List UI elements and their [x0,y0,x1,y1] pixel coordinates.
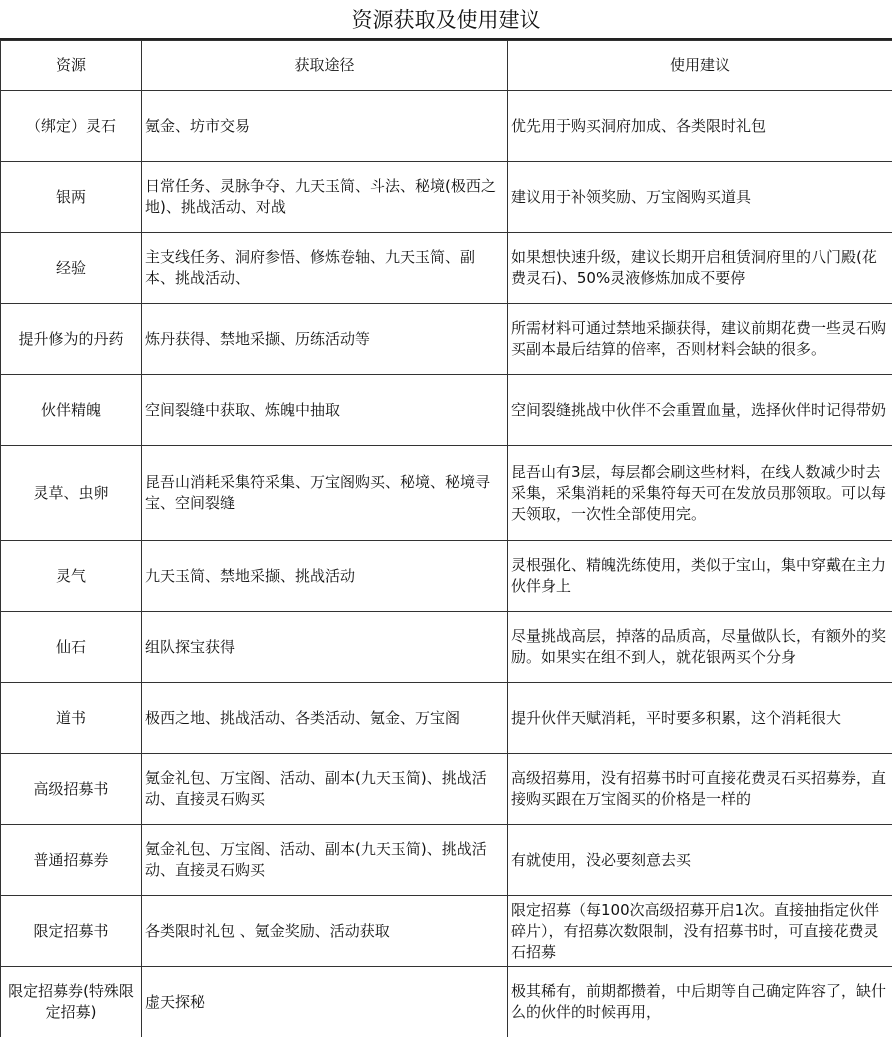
obtain-cell: 氪金礼包、万宝阁、活动、副本(九天玉简)、挑战活动、直接灵石购买 [142,754,508,825]
resource-cell: 提升修为的丹药 [1,304,142,375]
resource-cell: 灵草、虫卵 [1,446,142,541]
resource-cell: 道书 [1,683,142,754]
resource-cell: （绑定）灵石 [1,91,142,162]
advice-cell: 有就使用，没必要刻意去买 [508,825,892,896]
header-advice: 使用建议 [508,41,892,91]
obtain-cell: 氪金礼包、万宝阁、活动、副本(九天玉简)、挑战活动、直接灵石购买 [142,825,508,896]
resource-cell: 仙石 [1,612,142,683]
advice-cell: 尽量挑战高层，掉落的品质高，尽量做队长，有额外的奖励。如果实在组不到人，就花银两买个分身 [508,612,892,683]
advice-cell: 提升伙伴天赋消耗，平时要多积累，这个消耗很大 [508,683,892,754]
resource-cell: 限定招募书 [1,896,142,967]
page-title: 资源获取及使用建议 [0,0,892,40]
obtain-cell: 虚天探秘 [142,967,508,1038]
table-row [1,683,892,754]
resource-cell: 限定招募券(特殊限定招募) [1,967,142,1038]
advice-cell: 极其稀有，前期都攒着，中后期等自己确定阵容了，缺什么的伙伴的时候再用， [508,967,892,1038]
obtain-cell: 空间裂缝中获取、炼魄中抽取 [142,375,508,446]
obtain-cell: 组队探宝获得 [142,612,508,683]
resource-cell: 经验 [1,233,142,304]
table-row [1,375,892,446]
header-resource: 资源 [1,41,142,91]
obtain-cell: 日常任务、灵脉争夺、九天玉简、斗法、秘境(极西之地)、挑战活动、对战 [142,162,508,233]
table-row [1,967,892,1038]
table-row [1,162,892,233]
table-row [1,825,892,896]
table-row [1,541,892,612]
header-obtain: 获取途径 [142,41,508,91]
obtain-cell: 昆吾山消耗采集符采集、万宝阁购买、秘境、秘境寻宝、空间裂缝 [142,446,508,541]
advice-cell: 建议用于补领奖励、万宝阁购买道具 [508,162,892,233]
table-row [1,612,892,683]
advice-cell: 高级招募用，没有招募书时可直接花费灵石买招募券，直接购买跟在万宝阁买的价格是一样的 [508,754,892,825]
resource-cell: 伙伴精魄 [1,375,142,446]
advice-cell: 空间裂缝挑战中伙伴不会重置血量，选择伙伴时记得带奶 [508,375,892,446]
advice-cell: 如果想快速升级，建议长期开启租赁洞府里的八门殿(花费灵石)、50%灵液修炼加成不要停 [508,233,892,304]
resource-cell: 银两 [1,162,142,233]
advice-cell: 限定招募（每100次高级招募开启1次。直接抽指定伙伴碎片），有招募次数限制，没有招募书时，可直接花费灵石招募 [508,896,892,967]
table-row [1,91,892,162]
advice-cell: 昆吾山有3层，每层都会刷这些材料，在线人数减少时去采集，采集消耗的采集符每天可在发放员那领取。可以每天领取，一次性全部使用完。 [508,446,892,541]
advice-cell: 所需材料可通过禁地采撷获得，建议前期花费一些灵石购买副本最后结算的倍率，否则材料会缺的很多。 [508,304,892,375]
obtain-cell: 极西之地、挑战活动、各类活动、氪金、万宝阁 [142,683,508,754]
obtain-cell: 氪金、坊市交易 [142,91,508,162]
obtain-cell: 炼丹获得、禁地采撷、历练活动等 [142,304,508,375]
advice-cell: 灵根强化、精魄洗练使用，类似于宝山，集中穿戴在主力伙伴身上 [508,541,892,612]
obtain-cell: 主支线任务、洞府参悟、修炼卷轴、九天玉简、副本、挑战活动、 [142,233,508,304]
resource-cell: 高级招募书 [1,754,142,825]
table-row [1,233,892,304]
table-row [1,304,892,375]
table-row [1,446,892,541]
resource-cell: 灵气 [1,541,142,612]
obtain-cell: 九天玉简、禁地采撷、挑战活动 [142,541,508,612]
table-row [1,896,892,967]
resource-cell: 普通招募券 [1,825,142,896]
table-header-row [1,41,892,91]
table-row [1,754,892,825]
advice-cell: 优先用于购买洞府加成、各类限时礼包 [508,91,892,162]
obtain-cell: 各类限时礼包 、氪金奖励、活动获取 [142,896,508,967]
resource-table [0,40,892,1037]
